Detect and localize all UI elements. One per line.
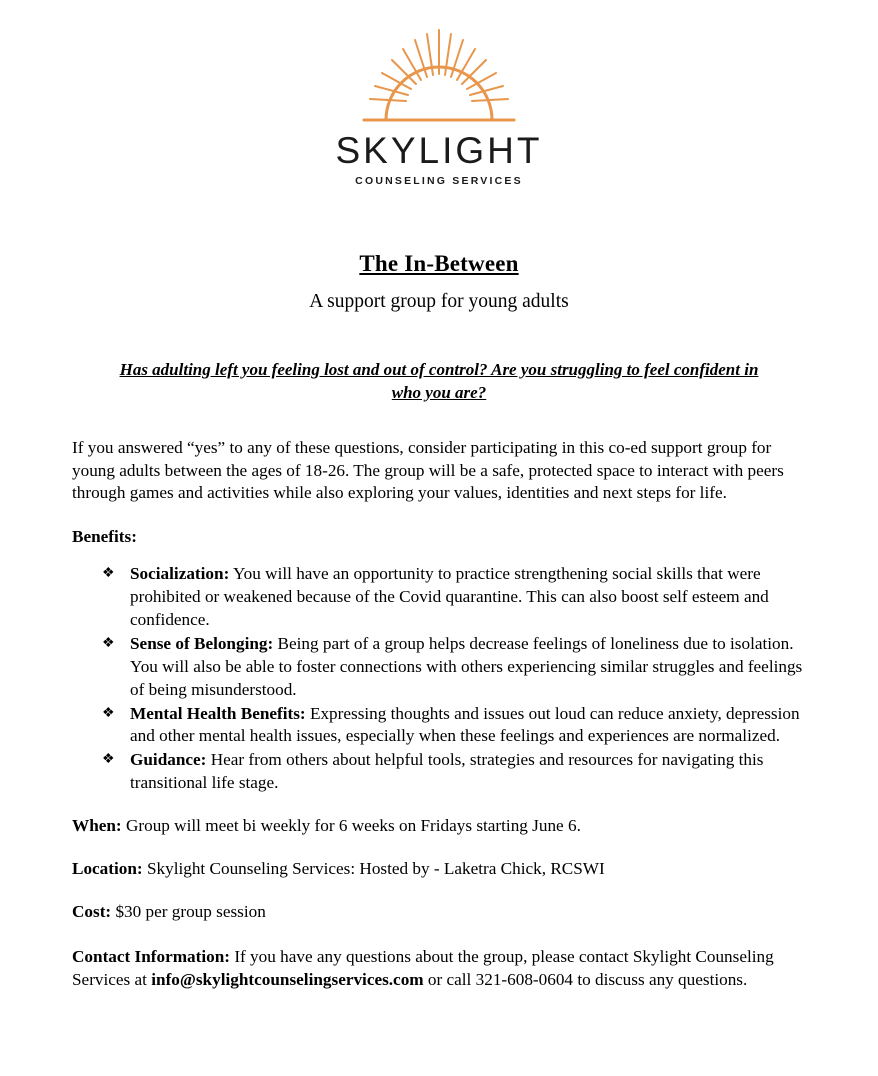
list-item	[102, 633, 806, 702]
diamond-bullet-icon: ❖	[102, 752, 115, 768]
cost-text: $30 per group session	[115, 901, 266, 921]
location-text: Skylight Counseling Services: Hosted by - Laketra Chick, RCSWI	[146, 858, 605, 878]
benefit-text: Expressing thoughts and issues out loud can reduce anxiety, depression and other mental health issues, especially when these feelings and experiences are normalized.	[130, 703, 800, 746]
contact-text-before: If you have any questions about the group, please contact Skylight Counseling Services at	[72, 946, 774, 989]
list-item	[102, 703, 806, 749]
benefit-text: Hear from others about helpful tools, strategies and resources for navigating this transitional life stage.	[130, 750, 764, 793]
contact-text-after: to discuss any questions.	[577, 969, 748, 989]
intro-paragraph: If you answered “yes” to any of these questions, consider participating in this co-ed support group for young adults between the ages of 18-26. The group will be a safe, protected space to interact with peers through games and activities while also exploring your values, identities and next steps for life.	[72, 437, 784, 503]
page-title: The In-Between	[359, 250, 519, 276]
contact-email[interactable]: info@skylightcounselingservices.com	[151, 969, 424, 989]
list-item	[102, 749, 806, 795]
page-subtitle: A support group for young adults	[309, 290, 569, 312]
sunburst-icon	[324, 28, 554, 138]
contact-line	[72, 946, 806, 992]
when-label: When:	[72, 816, 122, 836]
cost-label: Cost:	[72, 901, 112, 921]
when-line	[72, 815, 806, 838]
location-line	[72, 858, 806, 881]
benefit-label: Sense of Belonging:	[130, 633, 274, 653]
hook-question: Has adulting left you feeling lost and out of control? Are you struggling to feel confident in who you are?	[119, 359, 759, 402]
benefits-heading: Benefits:	[72, 527, 137, 547]
logo-wordmark: SKYLIGHT	[335, 130, 543, 171]
benefits-list	[72, 563, 806, 795]
logo-block	[72, 28, 806, 189]
benefit-label: Guidance:	[130, 750, 207, 770]
benefit-label: Mental Health Benefits:	[130, 703, 306, 723]
diamond-bullet-icon: ❖	[102, 705, 115, 721]
contact-text-middle: or call	[427, 969, 472, 989]
contact-label: Contact Information:	[72, 946, 231, 966]
contact-phone[interactable]: 321-608-0604	[475, 969, 574, 989]
benefit-text: You will have an opportunity to practice strengthening social skills that were prohibited or weakened because of the Covid quarantine. This can also boost self esteem and confidence.	[130, 564, 769, 630]
list-item	[102, 563, 806, 632]
logo-tagline: COUNSELING SERVICES	[355, 174, 523, 187]
benefit-text: Being part of a group helps decrease feelings of loneliness due to isolation. You will also be able to foster connections with others experiencing similar struggles and feelings of being misunderstood.	[130, 633, 803, 699]
logo	[324, 28, 554, 187]
when-text: Group will meet bi weekly for 6 weeks on Fridays starting June 6.	[125, 816, 581, 836]
diamond-bullet-icon: ❖	[102, 566, 115, 582]
location-label: Location:	[72, 858, 143, 878]
cost-line	[72, 901, 806, 924]
diamond-bullet-icon: ❖	[102, 635, 115, 651]
benefit-label: Socialization:	[130, 564, 230, 584]
